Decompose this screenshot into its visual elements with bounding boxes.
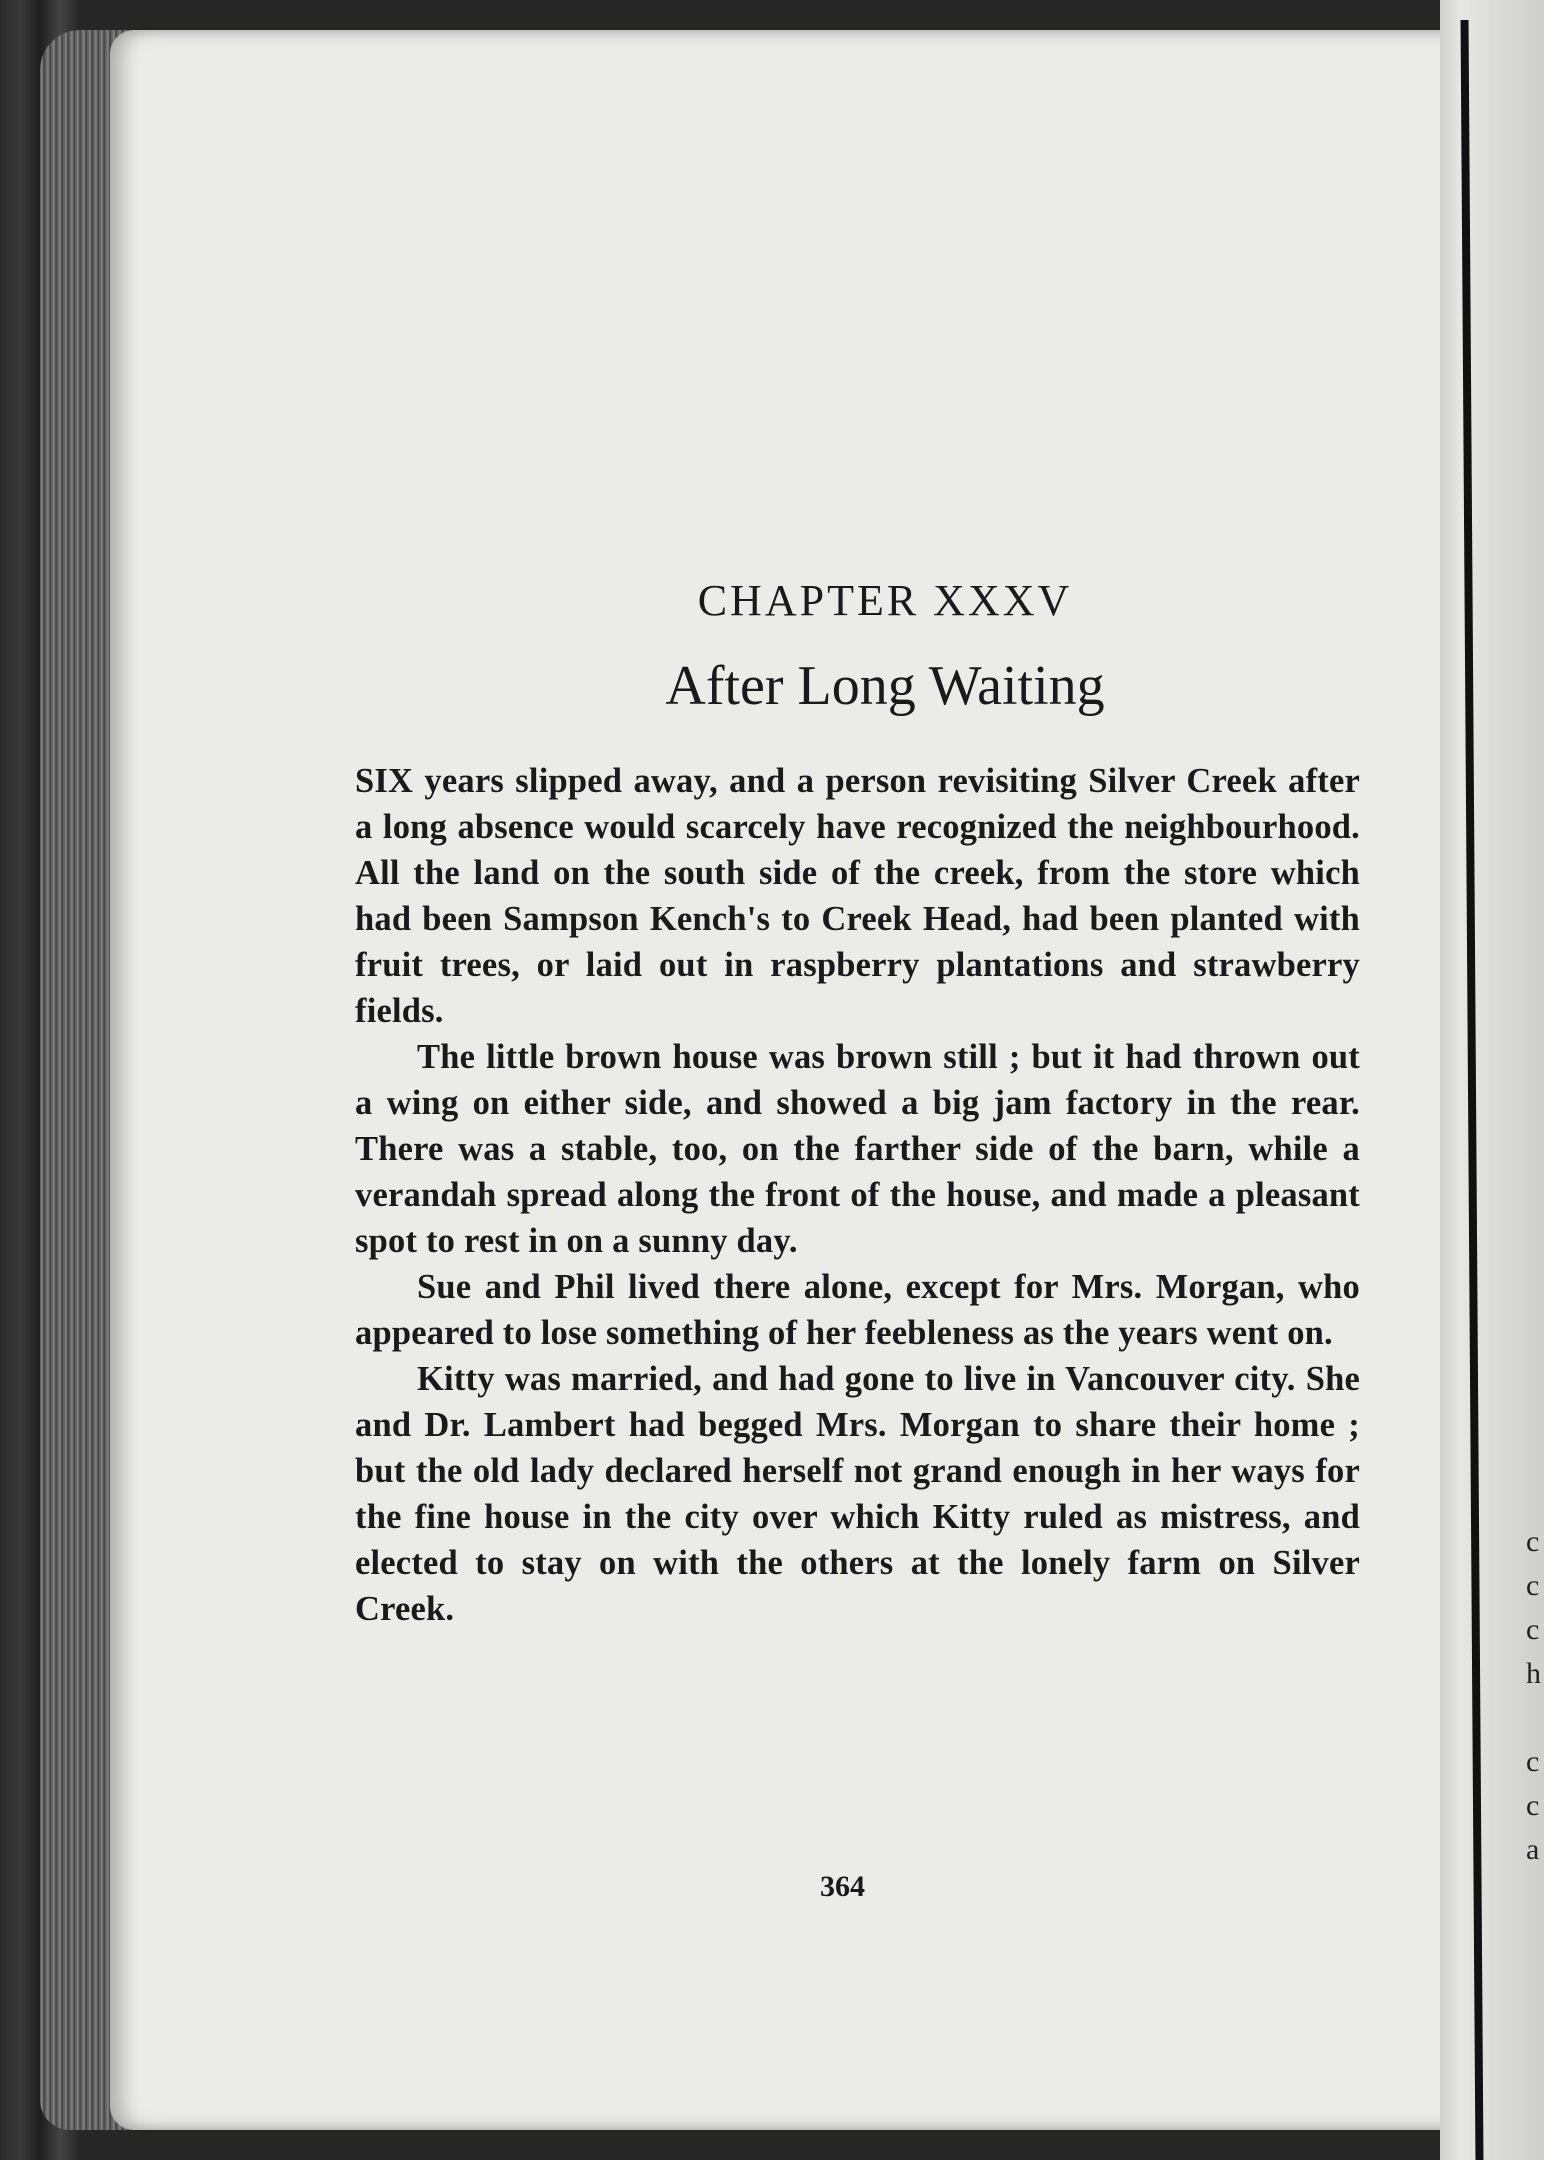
facing-letter: h — [1526, 1657, 1541, 1690]
facing-letter: c — [1526, 1745, 1540, 1778]
chapter-title: After Long Waiting — [665, 655, 1105, 717]
paragraph-4: Kitty was married, and had gone to live in Vancouver city. She and Dr. Lambert had begged Mrs. Morgan to share their home ; but the old lady declared herself not grand enough in her ways for the fine house in the city over which Kitty ruled as mistress, and elected to stay on with the others at the lonely farm on Silver Creek. — [355, 1360, 1360, 1628]
page-number: 364 — [820, 1870, 865, 1903]
chapter-label: CHAPTER XXXV — [697, 576, 1073, 625]
facing-letter: c — [1526, 1569, 1540, 1602]
facing-letter: c — [1526, 1789, 1540, 1822]
facing-page-text — [1526, 1520, 1544, 1872]
facing-letter: c — [1526, 1525, 1540, 1558]
facing-letter: c — [1526, 1613, 1540, 1646]
paragraph-1: SIX years slipped away, and a person revisiting Silver Creek after a long absence would scarcely have recognized the neighbourhood. All the land on the south side of the creek, from the store which had been Sampson Kench's to Creek Head, had been planted with fruit trees, or laid out in raspberry plantations and strawberry fields. — [355, 762, 1360, 1030]
facing-letter — [1526, 1696, 1544, 1740]
page-content — [355, 575, 1360, 1632]
paragraph-3: Sue and Phil lived there alone, except for Mrs. Morgan, who appeared to lose something of her feebleness as the years went on. — [355, 1268, 1360, 1352]
paragraph-2: The little brown house was brown still ; but it had thrown out a wing on either side, and showed a big jam factory in the rear. There was a stable, too, on the farther side of the barn, while a verandah spread along the front of the house, and made a pleasant spot to rest in on a sunny day. — [355, 1038, 1360, 1260]
facing-letter: a — [1526, 1833, 1540, 1866]
